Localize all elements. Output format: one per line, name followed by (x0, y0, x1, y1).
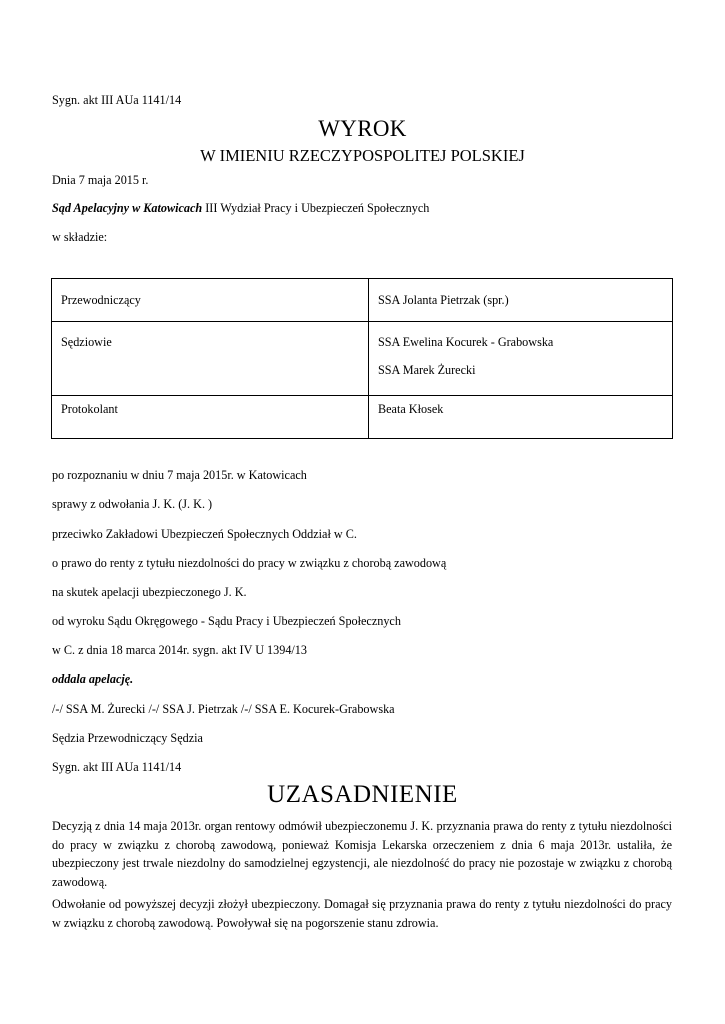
panel-name: Beata Kłosek (378, 402, 444, 416)
body-line: o prawo do renty z tytułu niezdolności do pracy w związku z chorobą zawodową (52, 556, 447, 570)
court-line (52, 200, 429, 216)
table-row (52, 396, 673, 439)
justification-title: UZASADNIENIE (267, 781, 458, 808)
panel-role: Protokolant (61, 402, 118, 416)
verdict: oddala apelację. (52, 672, 134, 686)
body-line: przeciwko Zakładowi Ubezpieczeń Społecznych Oddział w C. (52, 527, 357, 541)
panel-role-cell (52, 396, 369, 439)
panel-role-cell (52, 279, 369, 322)
court-division: III Wydział Pracy i Ubezpieczeń Społecznych (202, 201, 430, 215)
panel-names-cell (369, 396, 673, 439)
panel-names-cell (369, 322, 673, 396)
body-line: na skutek apelacji ubezpieczonego J. K. (52, 585, 247, 599)
body-line: po rozpoznaniu w dniu 7 maja 2015r. w Katowicach (52, 468, 307, 482)
panel-name: SSA Jolanta Pietrzak (spr.) (378, 293, 509, 307)
table-row (52, 279, 673, 322)
panel-name: SSA Ewelina Kocurek - Grabowska (378, 335, 554, 349)
judge-signatures: /-/ SSA M. Żurecki /-/ SSA J. Pietrzak /-/ SSA E. Kocurek-Grabowska (52, 702, 395, 716)
justification-paragraph: Odwołanie od powyższej decyzji złożył ubezpieczony. Domagał się przyznania prawa do renty z tytułu niezdolności do pracy w związku z chorobą zawodową. Powoływał się na pogorszenie stanu zdrowia. (52, 897, 672, 930)
document-subtitle: W IMIENIU RZECZYPOSPOLITEJ POLSKIEJ (200, 146, 525, 165)
panel-names-cell (369, 279, 673, 322)
court-name: Sąd Apelacyjny w Katowicach (52, 201, 203, 215)
case-signature-repeat: Sygn. akt III AUa 1141/14 (52, 760, 182, 774)
panel-role: Przewodniczący (61, 293, 141, 307)
panel-role-cell (52, 322, 369, 396)
court-panel-table (51, 278, 673, 439)
panel-role: Sędziowie (61, 335, 112, 349)
composition-label: w składzie: (52, 230, 108, 244)
document-title: WYROK (318, 116, 407, 141)
body-line: w C. z dnia 18 marca 2014r. sygn. akt IV U 1394/13 (52, 643, 307, 657)
table-row (52, 322, 673, 396)
justification-paragraph: Decyzją z dnia 14 maja 2013r. organ rentowy odmówił ubezpieczonemu J. K. przyznania prawa do renty z tytułu niezdolności do pracy w związku z chorobą zawodową, ponieważ Komisja Lekarska orzeczeniem z dnia 6 maja 2013r. ustaliła, że ubezpieczony jest trwale niezdolny do samodzielnej egzystencji, ale niezdolność do pracy nie pozostaje w związku z chorobą zawodową. (52, 819, 672, 889)
body-line: sprawy z odwołania J. K. (J. K. ) (52, 497, 213, 511)
judgment-date: Dnia 7 maja 2015 r. (52, 173, 149, 187)
body-line: od wyroku Sądu Okręgowego - Sądu Pracy i Ubezpieczeń Społecznych (52, 614, 401, 628)
judge-roles: Sędzia Przewodniczący Sędzia (52, 731, 203, 745)
case-signature: Sygn. akt III AUa 1141/14 (52, 93, 182, 107)
panel-name: SSA Marek Żurecki (378, 363, 476, 377)
